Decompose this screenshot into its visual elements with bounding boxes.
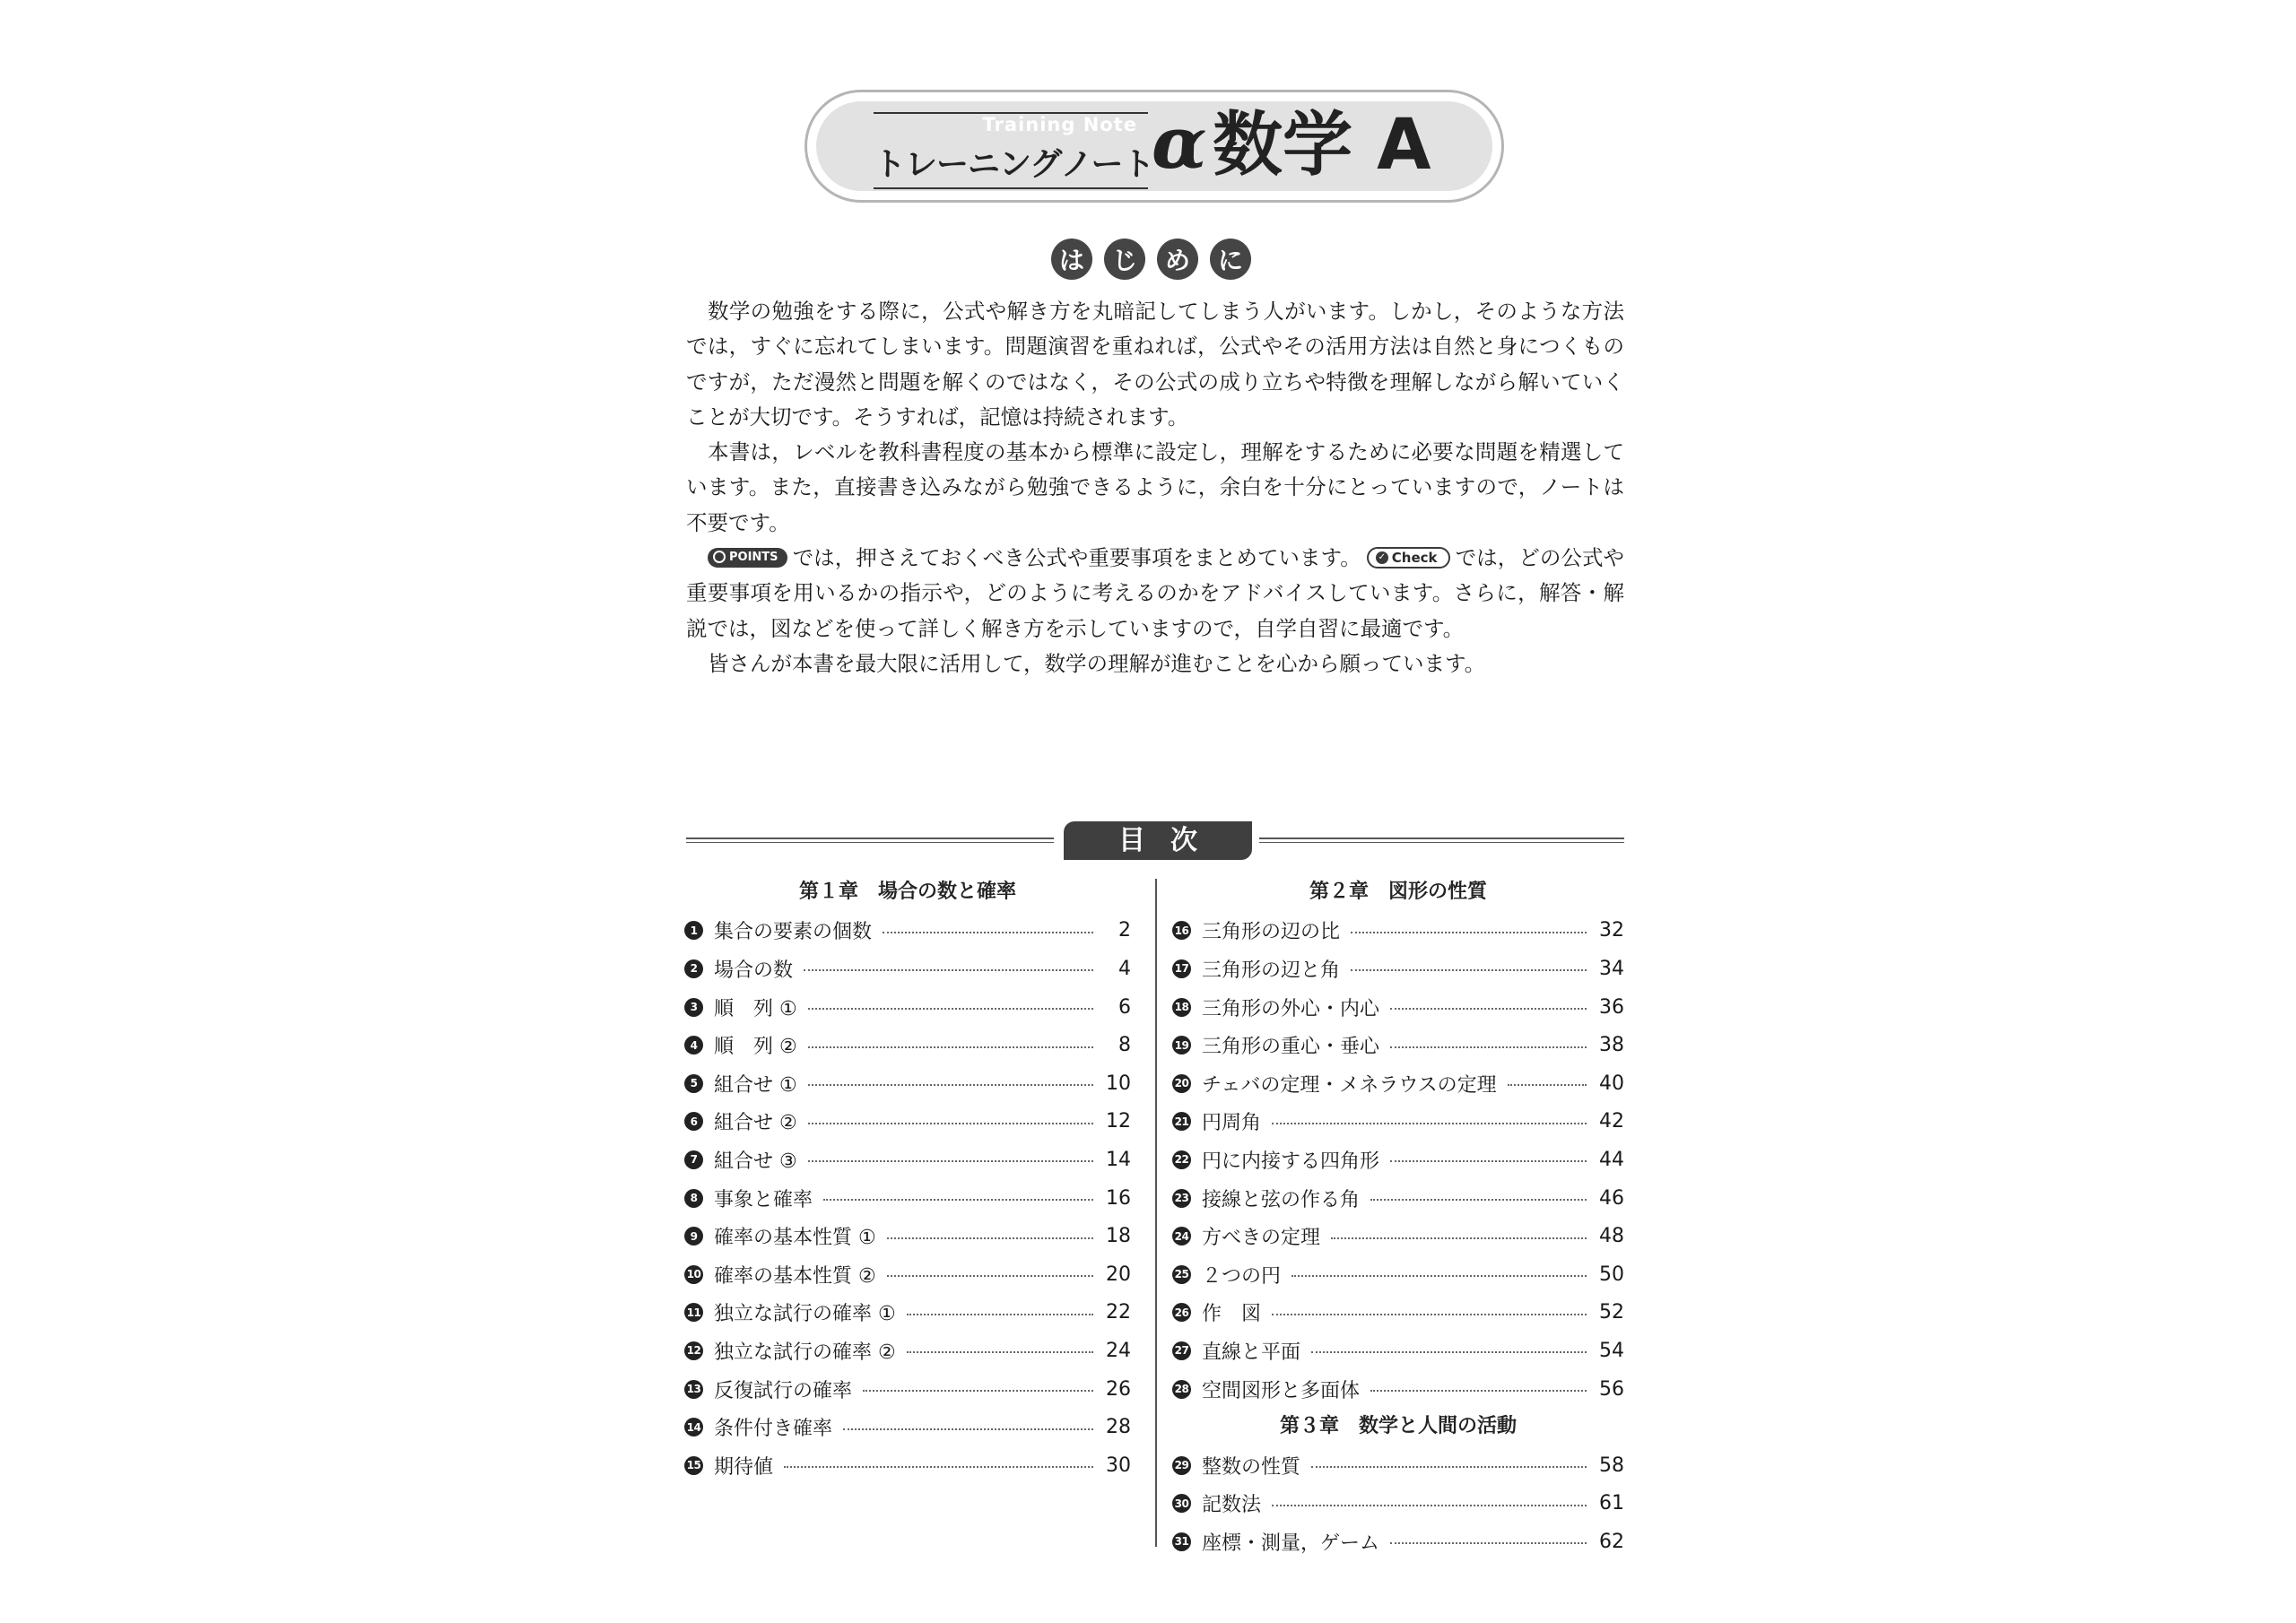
toc-entry-title: 集合の要素の個数 xyxy=(714,921,873,944)
toc-entry-title: 三角形の外心・内心 xyxy=(1202,997,1380,1020)
toc-entry-title: 期待値 xyxy=(714,1455,774,1479)
toc-list-chapter-1 xyxy=(684,912,1131,1485)
toc-entry-title: 反復試行の確率 xyxy=(714,1379,853,1402)
toc-list-chapter-3 xyxy=(1172,1446,1624,1561)
toc-entry[interactable] xyxy=(684,1179,1131,1218)
toc-entry[interactable] xyxy=(1172,1370,1624,1409)
toc-entry-title: 組合せ ③ xyxy=(714,1150,797,1173)
toc-entry-number: 15 xyxy=(684,1456,703,1475)
check-badge xyxy=(1367,547,1450,568)
chapter-title: 第２章 図形の性質 xyxy=(1309,881,1487,903)
toc-leader-dots xyxy=(1311,1351,1587,1353)
toc-column-right xyxy=(1172,873,1624,1561)
toc-entry-number: 16 xyxy=(1172,921,1191,940)
toc-entry-number: 23 xyxy=(1172,1189,1191,1208)
intro-heading-char: は xyxy=(1051,239,1092,280)
toc-entry-number: 18 xyxy=(1172,998,1191,1017)
toc-entry-page: 24 xyxy=(1106,1339,1131,1362)
toc-entry-title: ２つの円 xyxy=(1202,1264,1282,1288)
toc-entry-title: 確率の基本性質 ① xyxy=(714,1227,876,1250)
toc-leader-dots xyxy=(804,969,1093,971)
toc-leader-dots xyxy=(1272,1314,1587,1315)
toc-heading: 目次 xyxy=(1064,821,1252,860)
toc-entry-page: 54 xyxy=(1599,1339,1624,1362)
intro-heading-char: に xyxy=(1210,239,1251,280)
toc-entry-title: 整数の性質 xyxy=(1202,1455,1301,1479)
toc-entry[interactable] xyxy=(684,1294,1131,1332)
toc-entry-number: 6 xyxy=(684,1112,703,1131)
toc-entry-page: 52 xyxy=(1599,1301,1624,1324)
toc-entry-page: 20 xyxy=(1106,1263,1131,1286)
toc-entry[interactable] xyxy=(684,1141,1131,1179)
toc-entry-number: 31 xyxy=(1172,1532,1191,1551)
toc-entry-page: 6 xyxy=(1118,995,1131,1019)
toc-entry[interactable] xyxy=(1172,988,1624,1027)
toc-entry-page: 10 xyxy=(1106,1072,1131,1095)
toc-leader-dots xyxy=(1508,1084,1587,1086)
toc-entry-title: 順 列 ① xyxy=(714,997,797,1020)
toc-entry-page: 4 xyxy=(1118,957,1131,980)
toc-entry[interactable] xyxy=(684,950,1131,988)
toc-entry-page: 50 xyxy=(1599,1263,1624,1286)
toc-entry[interactable] xyxy=(1172,912,1624,950)
toc-entry-title: 三角形の辺と角 xyxy=(1202,959,1341,982)
intro-text xyxy=(686,294,1624,681)
pencil-icon xyxy=(713,551,726,563)
toc-entry[interactable] xyxy=(684,1217,1131,1255)
toc-entry-number: 11 xyxy=(684,1303,703,1322)
toc-leader-dots xyxy=(808,1008,1093,1010)
toc-entry-title: 組合せ ① xyxy=(714,1073,797,1097)
toc-entry[interactable] xyxy=(1172,1217,1624,1255)
toc-rule-right xyxy=(1259,838,1624,843)
toc-entry[interactable] xyxy=(1172,1255,1624,1294)
subject-title: 数学 A xyxy=(1213,105,1431,186)
toc-leader-dots xyxy=(887,1237,1093,1239)
checkmark-icon: ✓ xyxy=(1376,551,1388,564)
toc-entry-number: 24 xyxy=(1172,1227,1191,1245)
toc-entry-page: 48 xyxy=(1599,1225,1624,1248)
toc-entry[interactable] xyxy=(1172,1103,1624,1141)
toc-entry-number: 26 xyxy=(1172,1303,1191,1322)
toc-entry-title: 円に内接する四角形 xyxy=(1202,1150,1380,1173)
toc-entry-number: 2 xyxy=(684,959,703,978)
toc-leader-dots xyxy=(823,1199,1093,1201)
toc-entry-number: 29 xyxy=(1172,1456,1191,1475)
toc-entry[interactable] xyxy=(684,1446,1131,1485)
toc-entry-page: 36 xyxy=(1599,995,1624,1019)
toc-entry-title: 直線と平面 xyxy=(1202,1341,1301,1364)
toc-entry-number: 10 xyxy=(684,1265,703,1284)
toc-entry-title: 空間図形と多面体 xyxy=(1202,1379,1361,1402)
intro-paragraph-2: 本書は，レベルを教科書程度の基本から標準に設定し，理解をするために必要な問題を精選しています。また，直接書き込みながら勉強できるように，余白を十分にとっていますので，ノートは不要です。 xyxy=(686,439,1624,535)
toc-entry-number: 5 xyxy=(684,1074,703,1093)
toc-entry-title: 独立な試行の確率 ② xyxy=(714,1341,896,1364)
toc-leader-dots xyxy=(1351,932,1587,933)
toc-leader-dots xyxy=(1292,1275,1587,1277)
toc-entry[interactable] xyxy=(1172,1294,1624,1332)
toc-entry-page: 56 xyxy=(1599,1377,1624,1401)
toc-entry-number: 28 xyxy=(1172,1380,1191,1399)
toc-entry[interactable] xyxy=(684,1103,1131,1141)
toc-leader-dots xyxy=(1331,1237,1587,1239)
toc-entry-title: 事象と確率 xyxy=(714,1188,813,1211)
toc-leader-dots xyxy=(907,1351,1093,1353)
toc-entry-number: 7 xyxy=(684,1150,703,1169)
toc-entry[interactable] xyxy=(1172,1064,1624,1103)
toc-entry[interactable] xyxy=(1172,1141,1624,1179)
toc-entry-page: 62 xyxy=(1599,1530,1624,1553)
toc-entry-title: 三角形の重心・垂心 xyxy=(1202,1036,1380,1059)
intro-paragraph-4: 皆さんが本書を最大限に活用して，数学の理解が進むことを心から願っています。 xyxy=(708,650,1486,676)
toc-entry-number: 22 xyxy=(1172,1150,1191,1169)
toc-entry-title: チェバの定理・メネラウスの定理 xyxy=(1202,1073,1497,1097)
toc-entry[interactable] xyxy=(1172,1332,1624,1370)
toc-entry[interactable] xyxy=(684,912,1131,950)
toc-entry[interactable] xyxy=(1172,950,1624,988)
toc-rule-left xyxy=(686,838,1054,843)
toc-entry-page: 32 xyxy=(1599,919,1624,942)
toc-entry-page: 38 xyxy=(1599,1034,1624,1057)
toc-entry-number: 27 xyxy=(1172,1341,1191,1360)
toc-entry-number: 8 xyxy=(684,1189,703,1208)
chapter-title: 第１章 場合の数と確率 xyxy=(798,881,1016,903)
toc-entry-number: 17 xyxy=(1172,959,1191,978)
toc-entry-title: 独立な試行の確率 ① xyxy=(714,1303,896,1326)
toc-entry-page: 8 xyxy=(1118,1034,1131,1057)
intro-heading-char: じ xyxy=(1104,239,1145,280)
toc-entry-number: 12 xyxy=(684,1341,703,1360)
toc-entry[interactable] xyxy=(1172,1485,1624,1523)
intro-heading-char: め xyxy=(1157,239,1198,280)
toc-leader-dots xyxy=(1390,1008,1587,1010)
series-name-english: Training Note xyxy=(982,114,1137,135)
toc-column-left xyxy=(684,873,1131,1485)
toc-entry-page: 18 xyxy=(1106,1225,1131,1248)
toc-entry-title: 組合せ ② xyxy=(714,1112,797,1135)
toc-entry[interactable] xyxy=(684,988,1131,1027)
toc-entry[interactable] xyxy=(1172,1026,1624,1064)
series-name-box xyxy=(874,112,1154,189)
toc-entry[interactable] xyxy=(684,1370,1131,1409)
toc-entry-number: 21 xyxy=(1172,1112,1191,1131)
series-name-japanese: トレーニングノート xyxy=(874,146,1154,183)
title-banner xyxy=(804,90,1504,203)
toc-entry[interactable] xyxy=(684,1332,1131,1370)
toc-entry-page: 30 xyxy=(1106,1454,1131,1477)
toc-leader-dots xyxy=(1311,1466,1587,1468)
title-banner-inner xyxy=(816,101,1492,191)
intro-paragraph-3 xyxy=(686,541,1624,647)
toc-entry-page: 16 xyxy=(1106,1186,1131,1210)
toc-leader-dots xyxy=(808,1046,1093,1048)
toc-entry-page: 46 xyxy=(1599,1186,1624,1210)
toc-column-divider xyxy=(1155,879,1157,1547)
toc-entry-title: 三角形の辺の比 xyxy=(1202,921,1341,944)
toc-entry-title: 条件付き確率 xyxy=(714,1418,833,1441)
toc-entry-page: 44 xyxy=(1599,1148,1624,1171)
toc-entry[interactable] xyxy=(684,1408,1131,1446)
toc-leader-dots xyxy=(808,1084,1093,1086)
toc-entry-number: 3 xyxy=(684,998,703,1017)
toc-entry-number: 19 xyxy=(1172,1036,1191,1055)
toc-entry-title: 接線と弦の作る角 xyxy=(1202,1188,1361,1211)
toc-entry-page: 26 xyxy=(1106,1377,1131,1401)
toc-entry-number: 13 xyxy=(684,1380,703,1399)
toc-leader-dots xyxy=(784,1466,1093,1468)
toc-entry-number: 9 xyxy=(684,1227,703,1245)
toc-leader-dots xyxy=(863,1390,1093,1392)
intro-paragraph-3-part-a: では，押さえておくべき公式や重要事項をまとめています。 xyxy=(792,545,1361,571)
toc-entry-page: 42 xyxy=(1599,1110,1624,1133)
toc-entry-number: 20 xyxy=(1172,1074,1191,1093)
toc-entry-number: 14 xyxy=(684,1418,703,1436)
toc-leader-dots xyxy=(1370,1390,1587,1392)
toc-leader-dots xyxy=(1351,969,1587,971)
toc-leader-dots xyxy=(1272,1505,1587,1506)
toc-entry[interactable] xyxy=(684,1026,1131,1064)
toc-leader-dots xyxy=(1272,1123,1587,1124)
toc-entry[interactable] xyxy=(1172,1179,1624,1218)
toc-entry[interactable] xyxy=(684,1064,1131,1103)
toc-entry[interactable] xyxy=(1172,1523,1624,1561)
toc-entry-title: 作 図 xyxy=(1202,1303,1262,1326)
intro-paragraph-1: 数学の勉強をする際に，公式や解き方を丸暗記してしまう人がいます。しかし，そのような方法では，すぐに忘れてしまいます。問題演習を重ねれば，公式やその活用方法は自然と身につくものですが，ただ漫然と問題を解くのではなく，その公式の成り立ちや特徴を理解しながら解いていくことが大切です。そうすれば，記憶は持続されます。 xyxy=(686,299,1624,430)
toc-entry-page: 61 xyxy=(1599,1492,1624,1515)
points-badge xyxy=(708,548,787,568)
toc-entry-number: 30 xyxy=(1172,1494,1191,1513)
toc-entry-page: 2 xyxy=(1118,919,1131,942)
toc-leader-dots xyxy=(843,1428,1093,1430)
chapter-title: 第３章 数学と人間の活動 xyxy=(1279,1415,1517,1438)
toc-entry-title: 場合の数 xyxy=(714,959,794,982)
toc-entry-title: 方べきの定理 xyxy=(1202,1227,1321,1250)
toc-entry-title: 順 列 ② xyxy=(714,1036,797,1059)
toc-leader-dots xyxy=(808,1160,1093,1162)
toc-entry-title: 座標・測量，ゲーム xyxy=(1202,1532,1380,1555)
toc-entry-number: 1 xyxy=(684,921,703,940)
toc-entry-number: 25 xyxy=(1172,1265,1191,1284)
toc-entry-page: 22 xyxy=(1106,1301,1131,1324)
toc-leader-dots xyxy=(1370,1199,1587,1201)
toc-leader-dots xyxy=(883,932,1093,933)
toc-leader-dots xyxy=(1390,1160,1587,1162)
toc-entry-page: 28 xyxy=(1106,1416,1131,1439)
toc-entry[interactable] xyxy=(1172,1446,1624,1485)
points-badge-label: POINTS xyxy=(729,551,778,565)
toc-entry-number: 4 xyxy=(684,1036,703,1055)
toc-leader-dots xyxy=(1390,1046,1587,1048)
toc-entry-title: 記数法 xyxy=(1202,1494,1262,1517)
check-badge-label: Check xyxy=(1391,550,1438,567)
toc-leader-dots xyxy=(808,1123,1093,1124)
toc-leader-dots xyxy=(887,1275,1093,1277)
toc-entry-title: 円周角 xyxy=(1202,1112,1262,1135)
series-symbol: α xyxy=(1152,100,1207,185)
toc-entry-page: 14 xyxy=(1106,1148,1131,1171)
intro-paragraph-3-part-b: では，どの公式や重要事項を用いるかの指示や，どのように考えるのかをアドバイスしています。さらに，解答・解説では，図などを使って詳しく解き方を示していますので，自学自習に最適です。 xyxy=(686,545,1624,641)
intro-heading xyxy=(1051,239,1251,280)
toc-entry-page: 58 xyxy=(1599,1454,1624,1477)
toc-entry[interactable] xyxy=(684,1255,1131,1294)
toc-entry-title: 確率の基本性質 ② xyxy=(714,1264,876,1288)
toc-entry-page: 12 xyxy=(1106,1110,1131,1133)
toc-list-chapter-2 xyxy=(1172,912,1624,1409)
toc-entry-page: 34 xyxy=(1599,957,1624,980)
toc-leader-dots xyxy=(1390,1542,1587,1544)
toc-leader-dots xyxy=(907,1314,1093,1315)
toc-entry-page: 40 xyxy=(1599,1072,1624,1095)
